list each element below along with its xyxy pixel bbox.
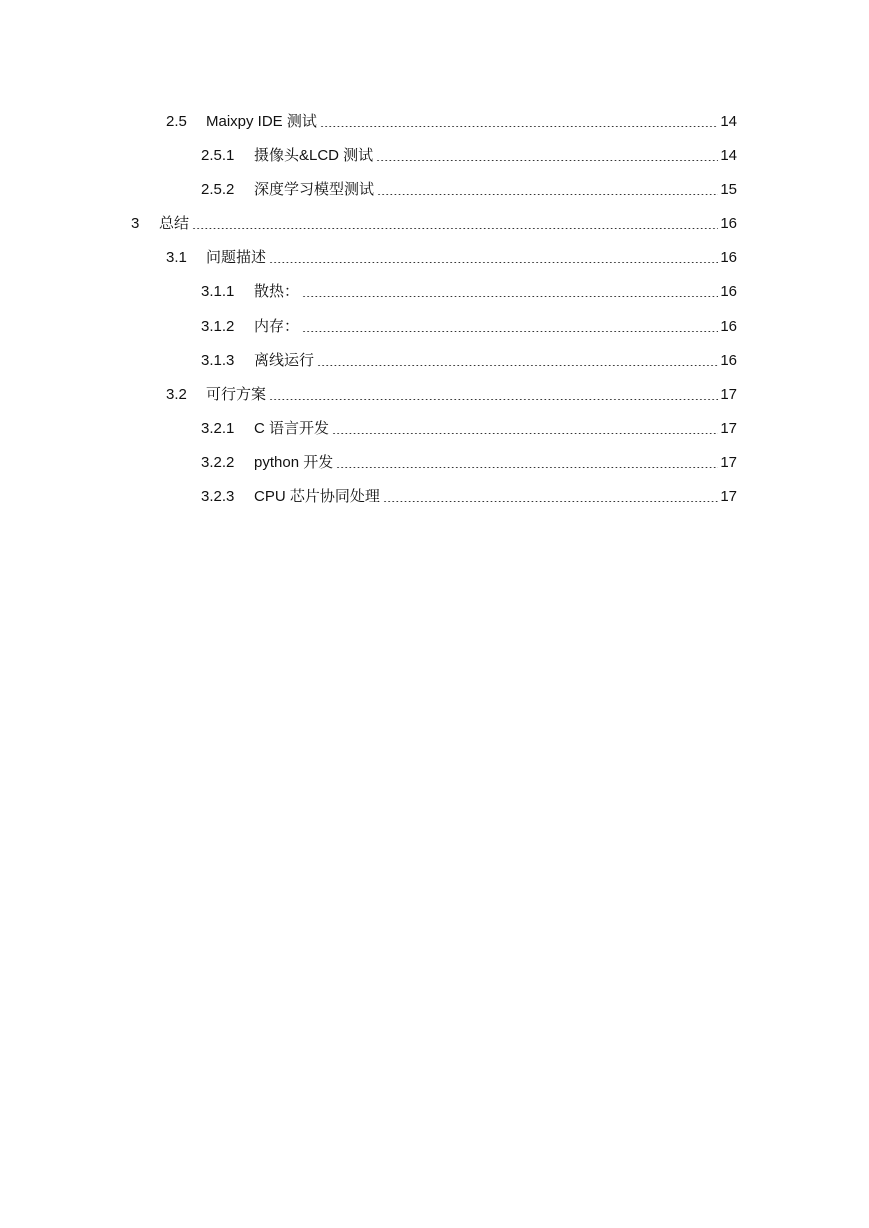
toc-entry-number: 3.2 xyxy=(166,386,187,403)
toc-entry-3-2-3[interactable] xyxy=(201,485,737,509)
toc-entry-number: 3 xyxy=(131,215,140,232)
toc-entry-number: 3.1.1 xyxy=(201,283,235,300)
toc-entry-page: 17 xyxy=(720,420,737,437)
toc-entry-title: 摄像头&LCD 测试 xyxy=(254,147,374,164)
toc-entry-3-2[interactable] xyxy=(166,383,737,407)
toc-entry-title: Maixpy IDE 测试 xyxy=(206,113,317,130)
toc-entry-page: 16 xyxy=(720,318,737,335)
toc-entry-title: CPU 芯片协同处理 xyxy=(254,488,380,505)
dot-leader xyxy=(319,110,720,134)
toc-entry-title: 散热： xyxy=(254,283,300,300)
dot-leader xyxy=(376,178,720,202)
toc-entry-3-2-2[interactable] xyxy=(201,451,737,475)
toc-entry-page: 16 xyxy=(720,283,737,300)
dot-leader xyxy=(331,417,720,441)
toc-entry-3-1[interactable] xyxy=(166,246,737,270)
dot-leader xyxy=(316,349,720,373)
toc-entry-page: 14 xyxy=(720,113,737,130)
dot-leader xyxy=(301,315,720,339)
toc-entry-title: 问题描述 xyxy=(206,249,267,266)
toc-entry-title: 内存： xyxy=(254,318,300,335)
dot-leader xyxy=(268,383,720,407)
toc-entry-page: 16 xyxy=(720,249,737,266)
toc-entry-page: 15 xyxy=(720,181,737,198)
toc-entry-number: 2.5.1 xyxy=(201,147,235,164)
toc-entry-number: 3.1.2 xyxy=(201,318,235,335)
toc-entry-number: 3.1 xyxy=(166,249,187,266)
toc-entry-number: 3.2.3 xyxy=(201,488,235,505)
toc-entry-page: 17 xyxy=(720,488,737,505)
dot-leader xyxy=(382,485,720,509)
dot-leader xyxy=(335,451,720,475)
toc-entry-2-5-2[interactable] xyxy=(201,178,737,202)
toc-entry-title: 总结 xyxy=(159,215,190,232)
dot-leader xyxy=(268,246,720,270)
dot-leader xyxy=(301,280,720,304)
toc-entry-page: 16 xyxy=(720,215,737,232)
toc-entry-title: 深度学习模型测试 xyxy=(254,181,375,198)
toc-entry-2-5-1[interactable] xyxy=(201,144,737,168)
toc-entry-title: C 语言开发 xyxy=(254,420,330,437)
toc-entry-page: 14 xyxy=(720,147,737,164)
toc-entry-2-5[interactable] xyxy=(166,110,737,134)
toc-entry-number: 2.5.2 xyxy=(201,181,235,198)
toc-entry-3[interactable] xyxy=(131,212,737,236)
toc-entry-title: python 开发 xyxy=(254,454,334,471)
toc-entry-page: 17 xyxy=(720,386,737,403)
toc-entry-title: 离线运行 xyxy=(254,352,315,369)
toc-entry-number: 3.2.1 xyxy=(201,420,235,437)
toc-entry-number: 3.2.2 xyxy=(201,454,235,471)
toc-entry-page: 17 xyxy=(720,454,737,471)
toc-entry-page: 16 xyxy=(720,352,737,369)
toc-entry-3-1-3[interactable] xyxy=(201,349,737,373)
dot-leader xyxy=(375,144,720,168)
toc-entry-title: 可行方案 xyxy=(206,386,267,403)
toc-entry-3-1-2[interactable] xyxy=(201,315,737,339)
toc-entry-number: 3.1.3 xyxy=(201,352,235,369)
toc-entry-3-2-1[interactable] xyxy=(201,417,737,441)
dot-leader xyxy=(191,212,720,236)
toc-entry-number: 2.5 xyxy=(166,113,187,130)
toc-entry-3-1-1[interactable] xyxy=(201,280,737,304)
